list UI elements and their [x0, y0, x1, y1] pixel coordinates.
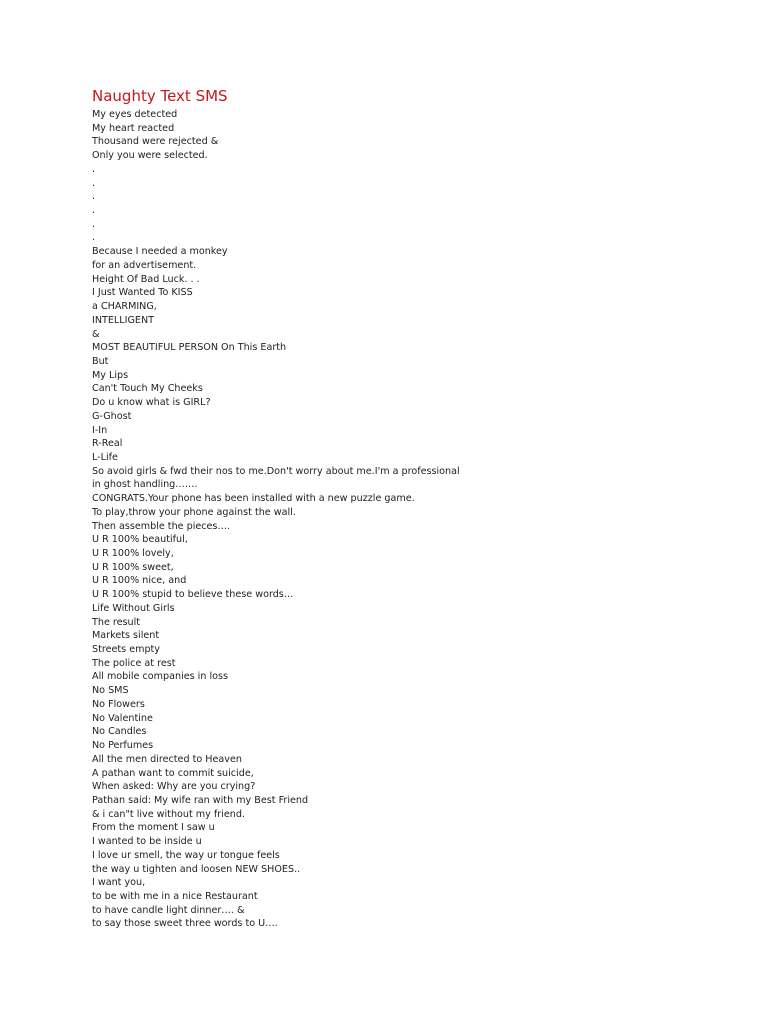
text-line: No Candles [92, 726, 147, 738]
text-line: . [92, 218, 96, 230]
text-line: All the men directed to Heaven [92, 753, 242, 765]
text-line: But [92, 355, 109, 367]
text-line: U R 100% sweet, [92, 561, 174, 573]
text-line: to have candle light dinner…. & [92, 904, 245, 916]
text-line: I want you, [92, 877, 146, 889]
text-line: L-Life [92, 451, 118, 463]
text-line: I Just Wanted To KISS [92, 287, 193, 299]
text-line: All mobile companies in loss [92, 671, 229, 683]
text-line: No SMS [92, 685, 129, 697]
text-line: When asked: Why are you crying? [92, 781, 256, 793]
text-line: Life Without Girls [92, 602, 175, 614]
text-line: . [92, 163, 96, 175]
text-line: . [92, 177, 96, 189]
text-line: So avoid girls & fwd their nos to me.Don't worry about me.I'm a professional [92, 465, 460, 477]
text-line: R-Real [92, 438, 123, 450]
text-line: . [92, 191, 96, 203]
text-line: Only you were selected. [92, 150, 208, 162]
text-line: I wanted to be inside u [92, 836, 202, 848]
text-line: The police at rest [92, 657, 176, 669]
text-line: CONGRATS.Your phone has been installed with a new puzzle game. [92, 493, 415, 505]
text-line: INTELLIGENT [92, 314, 154, 326]
text-line: Thousand were rejected & [92, 136, 219, 148]
text-line: Do u know what is GIRL? [92, 397, 211, 409]
text-line: U R 100% nice, and [92, 575, 187, 587]
document-title: Naughty Text SMS [92, 87, 228, 105]
text-line: Markets silent [92, 630, 160, 642]
text-line: a CHARMING, [92, 301, 157, 313]
text-line: The result [92, 616, 141, 628]
text-line: Streets empty [92, 644, 160, 656]
text-line: U R 100% beautiful, [92, 534, 188, 546]
text-line: No Valentine [92, 712, 153, 724]
text-line: From the moment I saw u [92, 822, 215, 834]
text-line: MOST BEAUTIFUL PERSON On This Earth [92, 342, 287, 354]
text-line: Because I needed a monkey [92, 246, 228, 258]
text-line: No Perfumes [92, 740, 154, 752]
text-line: & i can"t live without my friend. [92, 808, 245, 820]
text-line: To play,throw your phone against the wall. [92, 506, 296, 518]
text-line: A pathan want to commit suicide, [92, 767, 254, 779]
text-line: in ghost handling……. [92, 479, 198, 491]
document-content [92, 86, 692, 931]
text-line: U R 100% stupid to believe these words… [92, 589, 294, 601]
text-line: No Flowers [92, 698, 145, 710]
text-line: to say those sweet three words to U…. [92, 918, 278, 930]
text-line: My Lips [92, 369, 129, 381]
text-line: Height Of Bad Luck. . . [92, 273, 200, 285]
text-line: & [92, 328, 100, 340]
text-line: Can't Touch My Cheeks [92, 383, 203, 395]
text-line: . [92, 232, 96, 244]
text-line: the way u tighten and loosen NEW SHOES.. [92, 863, 301, 875]
text-line: I love ur smell, the way ur tongue feels [92, 849, 280, 861]
text-line: for an advertisement. [92, 259, 197, 271]
text-line: . [92, 205, 96, 217]
text-line: U R 100% lovely, [92, 548, 174, 559]
text-line: I-In [92, 424, 108, 436]
text-line: My heart reacted [92, 122, 175, 134]
text-lines [92, 108, 692, 931]
text-line: Then assemble the pieces…. [92, 520, 231, 532]
text-line: Pathan said: My wife ran with my Best Friend [92, 794, 309, 806]
text-line: to be with me in a nice Restaurant [92, 890, 258, 902]
text-line: G-Ghost [92, 410, 132, 422]
text-line: My eyes detected [92, 109, 178, 120]
